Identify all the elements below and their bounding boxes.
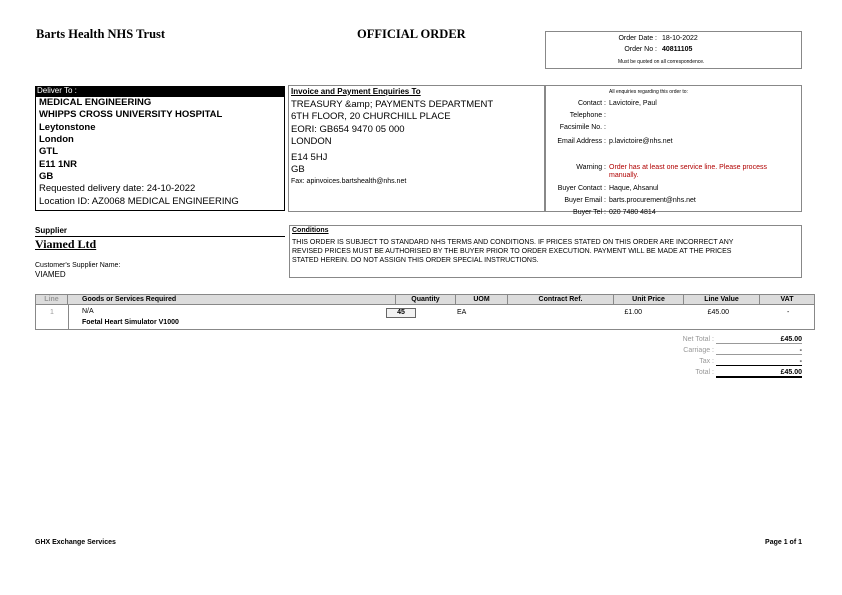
deliver-title: Deliver To :	[37, 86, 77, 95]
buyer-tel-value: 020 7480 4814	[609, 209, 656, 216]
facsimile-label: Facsimile No. :	[559, 124, 606, 131]
supplier-label: Supplier	[35, 226, 285, 237]
email-label: Email Address :	[557, 138, 606, 145]
deliver-to-box	[35, 96, 285, 211]
deliver-line: Leytonstone	[39, 122, 96, 133]
header-line: Line	[36, 295, 68, 304]
row-goods-description: Foetal Heart Simulator V1000	[82, 319, 179, 326]
conditions-text: REVISED PRICES MUST BE AUTHORISED BY THE BUYER PRIOR TO ORDER EXECUTION. PAYMENT WILL BE MADE AT THE PRICES	[292, 248, 732, 255]
buyer-contact-value: Haque, Ahsanul	[609, 185, 659, 192]
header-vat: VAT	[780, 296, 794, 303]
conditions-text: THIS ORDER IS SUBJECT TO STANDARD NHS TERMS AND CONDITIONS. IF PRICES STATED ON THIS ORDER ARE INCORRECT ANY	[292, 239, 734, 246]
footer-page-number: Page 1 of 1	[765, 539, 802, 546]
invoice-fax: Fax: apinvoices.bartshealth@nhs.net	[291, 178, 407, 185]
order-date-value: 18-10-2022	[662, 35, 698, 42]
order-no-label: Order No :	[624, 46, 657, 53]
header-unit-price: Unit Price	[614, 295, 684, 304]
invoice-line: GB	[291, 164, 305, 175]
row-line-value: £45.00	[707, 309, 729, 316]
invoice-line: EORI: GB654 9470 05 000	[291, 124, 405, 135]
buyer-tel-label: Buyer Tel :	[573, 209, 606, 216]
deliver-line: GB	[39, 171, 54, 182]
conditions-title: Conditions	[292, 227, 329, 234]
row-quantity: 45	[386, 308, 416, 318]
enquiries-note: All enquiries regarding this order to:	[609, 89, 688, 95]
net-total-label: Net Total :	[682, 336, 714, 343]
invoice-line: LONDON	[291, 136, 332, 147]
customer-supplier-value: VIAMED	[35, 270, 66, 279]
row-goods-code: N/A	[82, 308, 94, 315]
total-label: Total :	[695, 369, 714, 376]
invoice-line: E14 5HJ	[291, 152, 328, 163]
net-total-value: £45.00	[716, 336, 802, 344]
contact-value: Lavictoire, Paul	[609, 100, 657, 107]
total-value: £45.00	[716, 369, 802, 378]
carriage-value: -	[716, 347, 802, 355]
invoice-box	[288, 85, 545, 212]
deliver-line: WHIPPS CROSS UNIVERSITY HOSPITAL	[39, 109, 223, 120]
header-quantity: Quantity	[396, 295, 456, 304]
header-contract: Contract Ref.	[508, 295, 614, 304]
header-goods: Goods or Services Required	[68, 295, 396, 304]
buyer-email-value: barts.procurement@nhs.net	[609, 197, 696, 204]
deliver-line: London	[39, 134, 74, 145]
requested-delivery-date: Requested delivery date: 24-10-2022	[39, 183, 196, 194]
invoice-line: TREASURY &amp; PAYMENTS DEPARTMENT	[291, 99, 494, 110]
telephone-label: Telephone :	[569, 112, 606, 119]
deliver-line: E11 1NR	[39, 159, 78, 170]
conditions-text: STATED HEREIN. DO NOT ASSIGN THIS ORDER SPECIAL INSTRUCTIONS.	[292, 257, 539, 264]
warning-text: Order has at least one service line. Please process	[609, 164, 767, 171]
items-table	[35, 294, 815, 330]
row-line-number: 1	[50, 309, 54, 316]
table-header	[36, 295, 814, 305]
tax-value: -	[716, 358, 802, 366]
column-divider	[68, 305, 69, 329]
order-no-value: 40811105	[662, 46, 693, 53]
contact-label: Contact :	[577, 100, 606, 107]
conditions-box	[289, 225, 802, 278]
invoice-title: Invoice and Payment Enquiries To	[291, 87, 421, 96]
tax-label: Tax :	[699, 358, 714, 365]
buyer-email-label: Buyer Email :	[564, 197, 606, 204]
supplier-name: Viamed Ltd	[35, 237, 97, 251]
email-value: p.lavictoire@nhs.net	[609, 138, 673, 145]
deliver-line: MEDICAL ENGINEERING	[39, 97, 152, 108]
footer-left: GHX Exchange Services	[35, 539, 116, 546]
location-id: Location ID: AZ0068 MEDICAL ENGINEERING	[39, 196, 239, 207]
trust-name: Barts Health NHS Trust	[36, 27, 166, 41]
quote-note: Must be quoted on all correspondence.	[618, 59, 705, 65]
contact-box	[545, 85, 802, 216]
warning-text-cont: manually.	[609, 172, 639, 179]
document-title: OFFICIAL ORDER	[357, 27, 466, 41]
deliver-title-bar	[35, 86, 285, 96]
row-unit-price: £1.00	[624, 309, 642, 316]
carriage-label: Carriage :	[683, 347, 714, 354]
invoice-line: 6TH FLOOR, 20 CHURCHILL PLACE	[291, 111, 451, 122]
row-vat: -	[787, 309, 790, 316]
table-row	[36, 305, 814, 329]
warning-label: Warning :	[576, 164, 606, 171]
deliver-line: GTL	[39, 146, 58, 157]
order-date-label: Order Date :	[618, 35, 657, 42]
customer-supplier-label: Customer's Supplier Name:	[35, 262, 121, 269]
buyer-contact-label: Buyer Contact :	[557, 185, 606, 192]
header-line-value: Line Value	[684, 295, 760, 304]
order-info-box	[545, 31, 802, 69]
row-uom: EA	[457, 309, 467, 316]
header-uom: UOM	[456, 295, 508, 304]
